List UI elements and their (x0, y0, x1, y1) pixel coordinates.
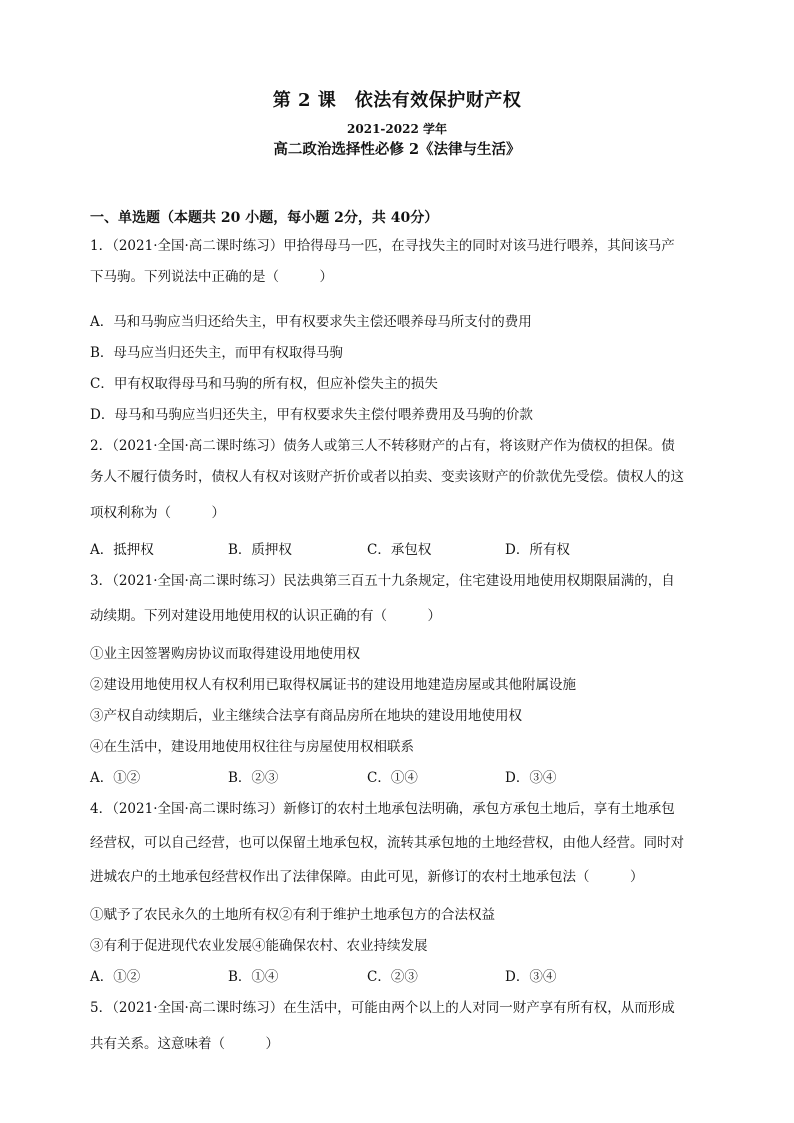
question-1-option-c: C．甲有权取得母马和马驹的所有权，但应补偿失主的损失 (90, 376, 438, 392)
question-4-statement-1: ①赋予了农民永久的土地所有权②有利于维护土地承包方的合法权益 (90, 907, 495, 923)
question-2-option-b: B．质押权 (228, 542, 292, 558)
question-3-statement-1: ①业主因签署购房协议而取得建设用地使用权 (90, 646, 360, 662)
question-3-stem-line-1: 3．（2021·全国·高二课时练习）民法典第三百五十九条规定，住宅建设用地使用权期限届满的，自 (90, 573, 675, 589)
question-2-option-a: A．抵押权 (90, 542, 154, 558)
question-2-stem-line-3: 项权利称为（ ） (90, 505, 225, 521)
question-3-statement-2: ②建设用地使用权人有权利用已取得权属证书的建设用地建造房屋或其他附属设施 (90, 677, 576, 693)
question-3-option-b: B．②③ (228, 770, 279, 786)
question-2-option-d: D．所有权 (505, 542, 570, 558)
school-year: 2021-2022 学年 (347, 122, 447, 136)
question-4-option-b: B．①④ (228, 969, 279, 985)
question-5-stem-line-1: 5．（2021·全国·高二课时练习）在生活中，可能由两个以上的人对同一财产享有所有权，从而形成 (90, 1000, 675, 1016)
question-4-stem-line-1: 4．（2021·全国·高二课时练习）新修订的农村土地承包法明确，承包方承包土地后，享有土地承包 (90, 801, 675, 817)
question-1-stem-line-1: 1．（2021·全国·高二课时练习）甲拾得母马一匹，在寻找失主的同时对该马进行喂养，其间该马产 (90, 238, 675, 254)
question-1-option-d: D．母马和马驹应当归还失主，甲有权要求失主偿付喂养费用及马驹的价款 (90, 407, 533, 423)
question-2-stem-line-2: 务人不履行债务时，债权人有权对该财产折价或者以拍卖、变卖该财产的价款优先受偿。债权人的这 (90, 469, 684, 485)
question-4-statement-2: ③有利于促进现代农业发展④能确保农村、农业持续发展 (90, 938, 428, 954)
question-3-stem-line-2: 动续期。下列对建设用地使用权的认识正确的有（ ） (90, 608, 441, 624)
question-4-stem-line-3: 进城农户的土地承包经营权作出了法律保障。由此可见，新修订的农村土地承包法（ ） (90, 869, 644, 885)
question-5-stem-line-2: 共有关系。这意味着（ ） (90, 1036, 279, 1052)
question-3-option-c: C．①④ (367, 770, 418, 786)
question-3-option-d: D．③④ (505, 770, 557, 786)
question-1-stem-line-2: 下马驹。下列说法中正确的是（ ） (90, 269, 333, 285)
question-2-stem-line-1: 2．（2021·全国·高二课时练习）债务人或第三人不转移财产的占有，将该财产作为债权的担保。债 (90, 438, 675, 454)
question-4-option-c: C．②③ (367, 969, 418, 985)
question-3-option-a: A．①② (90, 770, 141, 786)
question-4-option-a: A．①② (90, 969, 141, 985)
question-1-option-b: B．母马应当归还失主，而甲有权取得马驹 (90, 345, 343, 361)
page-title: 第 2 课 依法有效保护财产权 (272, 90, 522, 111)
question-3-statement-4: ④在生活中，建设用地使用权往往与房屋使用权相联系 (90, 739, 414, 755)
question-2-option-c: C．承包权 (367, 542, 432, 558)
question-1-option-a: A．马和马驹应当归还给失主，甲有权要求失主偿还喂养母马所支付的费用 (90, 314, 532, 330)
question-4-stem-line-2: 经营权，可以自己经营，也可以保留土地承包权，流转其承包地的土地经营权，由他人经营。同时对 (90, 835, 684, 851)
course-name: 高二政治选择性必修 2《法律与生活》 (273, 141, 521, 158)
section-heading: 一、单选题（本题共 20 小题，每小题 2分，共 40分） (90, 210, 439, 226)
question-3-statement-3: ③产权自动续期后，业主继续合法享有商品房所在地块的建设用地使用权 (90, 708, 522, 724)
question-4-option-d: D．③④ (505, 969, 557, 985)
